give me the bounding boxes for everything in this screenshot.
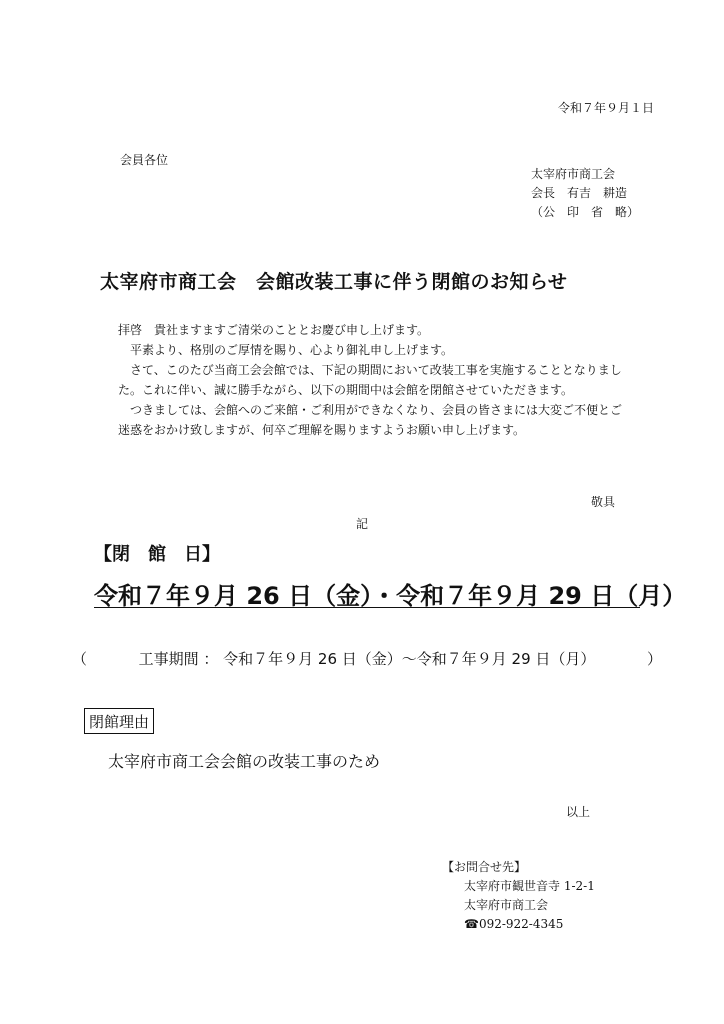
body-text — [118, 320, 630, 440]
closing-keigu: 敬具 — [591, 495, 616, 509]
sender-block — [531, 165, 639, 222]
document-date: 令和７年９月１日 — [557, 101, 654, 115]
contact-organization: 太宰府市商工会 — [464, 898, 549, 912]
body-paragraph: さて、このたび当商工会会館では、下記の期間において改装工事を実施することとなりました。これに伴い、誠に勝手ながら、以下の期間中は会館を閉館させていただきます。 — [118, 363, 622, 397]
contact-phone: ☎092-922-4345 — [464, 917, 564, 931]
sender-organization: 太宰府市商工会 — [531, 167, 616, 181]
recipient: 会員各位 — [120, 153, 169, 167]
period-close-paren: ） — [646, 650, 662, 668]
period-open-paren: （ — [72, 650, 88, 668]
body-paragraph: つきましては、会館へのご来館・ご利用ができなくなり、会員の皆さまには大変ご不便とご迷惑をおかけ致しますが、何卒ご理解を賜りますようお願い申し上げます。 — [118, 403, 623, 437]
seal-note: （公 印 省 略） — [531, 205, 640, 219]
body-paragraph: 拝啓 貴社ますますご清栄のこととお慶び申し上げます。 — [118, 323, 430, 337]
contact-block — [442, 858, 595, 934]
contact-address: 太宰府市観世音寺 1-2-1 — [464, 879, 595, 893]
sender-name: 会長 有吉 耕造 — [531, 186, 628, 200]
ki-marker: 記 — [356, 517, 369, 531]
contact-heading: 【お問合せ先】 — [442, 860, 527, 874]
closure-dates: 令和７年９月 26 日（金）・令和７年９月 29 日（月） — [94, 582, 687, 610]
document-title: 太宰府市商工会 会館改装工事に伴う閉館のお知らせ — [100, 271, 568, 293]
body-paragraph: 平素より、格別のご厚情を賜り、心より御礼申し上げます。 — [118, 343, 454, 357]
reason-text: 太宰府市商工会会館の改装工事のため — [108, 752, 381, 771]
closure-label: 【閉 館 日】 — [94, 544, 220, 565]
reason-label: 閉館理由 — [84, 708, 154, 734]
period-text: 工事期間 ： 令和７年９月 26 日（金）～令和７年９月 29 日（月） — [138, 650, 596, 668]
construction-period — [72, 648, 662, 669]
closure-underline — [94, 607, 640, 608]
ijo-marker: 以上 — [566, 805, 591, 819]
